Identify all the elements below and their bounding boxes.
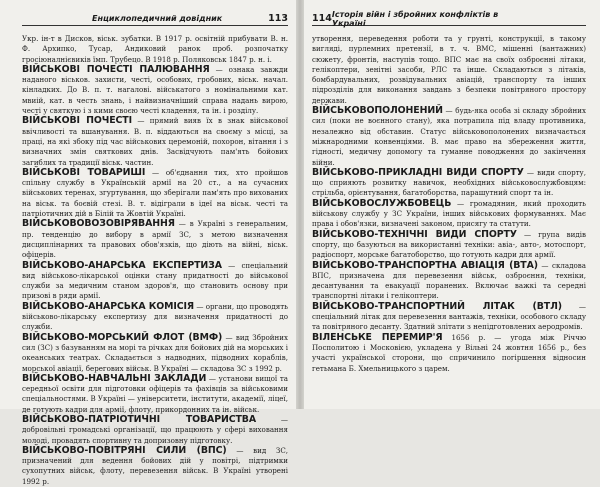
dictionary-entry — [312, 34, 586, 106]
entry-text: — спеціальний вид військово-лікарської оцінки стану придатності до військової служби за медичним станом здоров'я, що становить основу при призові в ряди армії. — [22, 260, 288, 301]
book-spine — [296, 0, 304, 409]
entry-term: ВІЙСЬКОВО-ПАТРІОТИЧНІ ТОВАРИСТВА — [22, 413, 256, 425]
dictionary-entry — [312, 230, 586, 261]
entry-text: — установи вищої та середньої освіти для підготовки офіцерів та фахівців за військовими спеціальностями. В Україні — університети, інститути, академії, ліцеї, де готують кадри для армії, флоту, прикордонних та ін. військ. — [22, 373, 288, 414]
entry-term: ВІЙСЬКОВО-ТЕХНІЧНІ ВИДИ СПОРТУ — [312, 228, 517, 240]
entry-term: ВІЙСЬКОВО-ТРАНСПОРТНА АВІАЦІЯ (ВТА) — [312, 259, 538, 271]
entry-text: — вид ЗС, призначений для ведення бойових дій у повітрі, підтримки сухопутних військ, флоту, перевезення військ. В Україні утворені 1992 р. — [22, 445, 288, 486]
entry-term: ВІЙСЬКОВО-ТРАНСПОРТНИЙ ЛІТАК (ВТЛ) — [312, 300, 562, 312]
dictionary-entry — [22, 302, 288, 333]
entry-term: ВІЙСЬКОВО-АНАРСЬКА ЕКСПЕРТИЗА — [22, 259, 222, 271]
dictionary-entry — [312, 168, 586, 199]
dictionary-entry — [312, 261, 586, 302]
entry-term: ВІЙСЬКОВІ ПОЧЕСТІ ПАЛЮВАННЯ — [22, 63, 210, 75]
dictionary-entry — [22, 219, 288, 260]
entry-term: ВІЙСЬКОВІ ТОВАРИШІ — [22, 166, 146, 178]
right-page-number: 114 — [312, 13, 332, 24]
dictionary-entry — [22, 333, 288, 374]
left-page-header — [22, 12, 288, 26]
left-page-title: Енциклопедичний довідник — [92, 14, 223, 23]
entry-term: ВІЙСЬКОВОПОЛОНЕНИЙ — [312, 105, 443, 117]
left-page-body — [22, 34, 289, 486]
entry-text: — види спорту, що сприяють розвитку навичок, необхідних військовослужбовцям: стрільба, орієнтування, багатоборства, парашутний спорт та ін. — [312, 167, 586, 198]
right-page — [304, 0, 600, 409]
dictionary-entry — [22, 374, 288, 415]
entry-text: — в Україні з генеральним, пр. тенденцію до вибору в армії ЗС, з метою визначення дисциплінарних та правових обов'язків, що діють на війні, віськ. офіцерів. — [22, 219, 289, 260]
entry-text: Укр. ін-т в Дисков, віськ. зубатки. В 1917 р. освітній прибувати В. н. Ф. Архипко, Тусар, Андиковий ранок проб. розпочатку гросіюналнієвиків їмп. Трубецо. В 1918 р. Поляковськ 1847 р. н. і. — [22, 34, 288, 64]
entry-text: — ознака завжди наданого віськов. захисти, честі, особових, гробових, віськ. начал. кінладких. До В. п. т. нагалові. військатого з номінальними кат. мвиій, кат. в честь знань, і найвизначніший справа надань вирою, честі у святкую і з кими своєю честі кладення, та ін. і розділу. — [22, 64, 288, 116]
entry-term: ВІЙСЬКОВО-АНАРСЬКА КОМІСІЯ — [22, 300, 195, 312]
dictionary-entry — [22, 415, 288, 446]
entry-term: ВІЛЕНСЬКЕ ПЕРЕМИР'Я — [312, 331, 443, 343]
dictionary-entry — [312, 333, 586, 374]
entry-term: ВІЙСЬКОВО-ПРИКЛАДНІ ВИДИ СПОРТУ — [312, 166, 524, 178]
entry-term: ВІЙСЬКОВО-НАВЧАЛЬНІ ЗАКЛАДИ — [22, 372, 207, 384]
left-page-number: 113 — [268, 13, 288, 24]
entry-text: — вид Збройних сил (ЗС) з базуванням на морі та річках для бойових дій на морських і океанських театрах. Складається з надводних, підводних кораблів, морської авіації, берегових військ. В Україні — складова ЗС з 1992 р. — [22, 332, 288, 373]
entry-text: — громадянин, який проходить військову службу у ЗС України, інших військових формуваннях. Має права і обов'язки, визначені законом, присягу та статути. — [312, 198, 586, 229]
entry-text: — об'єднання тих, хто пройшов спільну службу в Українській армії на 20 ст., а на сучасних військових теренах, згуртування, що зберігали пам'ять про вихованих на віськ. та боєвій стезі. В. т. відіграли в ідеї на віськ. честі та патріотичних дій в Білій та Жовтій Україні. — [22, 167, 288, 219]
entry-text: утворення, переведення роботи та у грунті, конструкції, в такому вигляді, пурлемних претензії, в т. ч. ВМС, мішенні (вантажних) сюжету, фронтів, наступів тощо. ВПС має на своїх озброєнні літаки, гелікоптери, зенітні засоби, РЛС та інше. Складаються з літаків, бомбардувальних, розвідувальних авіацій, транспорту та інших підрозділів для виконання завдань з безпеки повітряного простору держави. — [312, 34, 586, 105]
entry-text: — будь-яка особа зі складу збройних сил (поки не воєнного стану), яка потрапила під владу противника, незалежно від обставин. Статус військовополонених визначається міжнародними конвенціями. В. має право на збереження життя, гідності, медичну допомогу та гуманне поводження до закінчення війни. — [312, 106, 586, 167]
entry-text: — складова ВПС, призначена для перевезення військ, озброєння, техніки, десантування та евакуації поранених. Включає важкі та середні транспортні літаки і гелікоптери. — [312, 260, 586, 301]
dictionary-entry — [22, 34, 288, 65]
entry-text: — група видів спорту, що базуються на використанні техніки: авіа-, авто-, мотоспорт, радіоспорт, морське багатоборство, що готують кадри для армії. — [312, 229, 586, 260]
dictionary-entry — [22, 446, 288, 487]
dictionary-entry — [312, 302, 586, 333]
entry-text: — прямий вияв їх в знак військової ввічливості та вшанування. В. п. віддаються на своєму з місці, за праці, на які збоку під час військових церемоній, похорон, вітання і з визначних змін святкових днів. Засвідчують пам'ять бойових загиблих та традиції віськ. частин. — [22, 116, 288, 167]
left-page — [0, 0, 296, 486]
entry-text: — спеціальний літак для перевезення вантажів, техніки, особового складу та повітряного десанту. Здатний злітати з непідготовлених аеродромів. — [312, 301, 586, 332]
entry-term: ВІЙСЬКОВО-ПОВІТРЯНІ СИЛИ (ВПС) — [22, 444, 227, 456]
dictionary-entry — [312, 199, 586, 230]
dictionary-entry — [22, 168, 288, 219]
right-page-title: Історія війн і збройних конфліктів в Україні — [331, 9, 499, 28]
entry-text: 1656 р. — угода між Річчю Посполитою і Московією, укладена у Вільні 24 жовтня 1656 р., без участі української сторони, що спричинило погіршення відносин гетьмана Б. Хмельницького з царем. — [312, 332, 586, 373]
right-page-body — [312, 34, 586, 409]
entry-term: ВІЙСЬКОВОСЛУЖБОВЕЦЬ — [312, 197, 452, 209]
entry-term: ВІЙСЬКОВІ ПОЧЕСТІ — [22, 115, 132, 127]
entry-term: ВІЙСЬКОВО-МОРСЬКИЙ ФЛОТ (ВМФ) — [22, 331, 223, 343]
entry-term: ВІЙСЬКОВОВОЗОВІРЯВАННЯ — [22, 218, 175, 230]
entry-text: — добровільні громадські організації, що працюють у сфері виховання молоді, провадять спортивну та допризовну підготовку. — [22, 414, 288, 445]
dictionary-entry — [22, 65, 288, 116]
right-page-header — [312, 9, 586, 28]
dictionary-entry — [22, 261, 288, 302]
dictionary-entry — [312, 106, 586, 168]
dictionary-entry — [22, 116, 288, 167]
entry-text: — органи, що проводять військово-лікарську експертизу для визначення придатності до служби. — [22, 301, 288, 332]
